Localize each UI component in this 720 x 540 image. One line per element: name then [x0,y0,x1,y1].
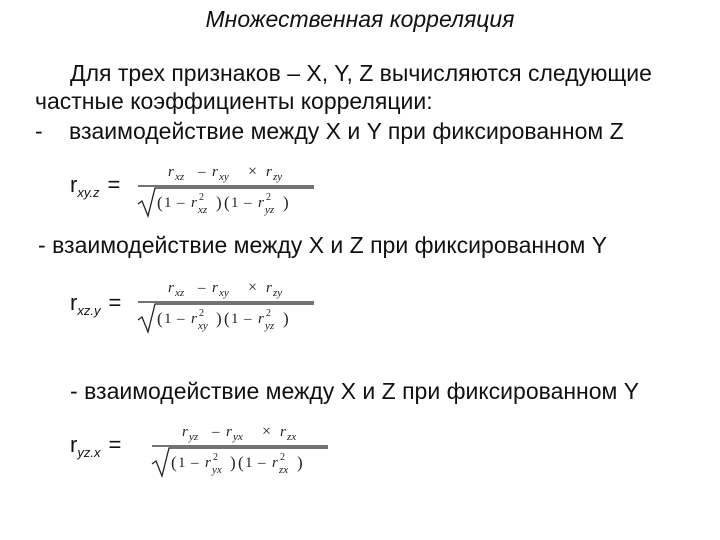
intro-line-1: Для трех признаков – X, Y, Z вычисляются следующие [70,60,652,86]
minus-sign-2: – [258,455,266,471]
open-paren-1: ( [157,193,163,212]
numerator-term-3-subscript: zy [273,287,283,299]
square-1: 2 [199,192,204,203]
numerator-term-2-r: r [212,280,218,296]
close-paren-1: ) [216,193,222,212]
square-1: 2 [199,308,204,319]
minus-sign: – [198,164,206,180]
open-paren-1: ( [157,309,163,328]
minus-sign-2: – [244,311,252,327]
bullet-text: взаимодействие между X и Z при фиксированном Y [84,378,640,404]
numerator-term-1-r: r [182,424,188,440]
equals-sign: = [108,432,122,457]
lhs-subscript: yz.x [77,445,101,460]
formula-fraction-1 [136,160,321,222]
bullet-dash: - [38,232,46,258]
denominator-r-1: r [205,455,211,471]
close-paren-2: ) [283,193,289,212]
bullet-text: взаимодействие между X и Z при фиксированном Y [52,232,608,258]
one-2: 1 [245,455,253,471]
bullet-item-1 [35,118,624,145]
minus-sign-2: – [244,195,252,211]
square-1: 2 [213,452,218,463]
numerator-term-1-subscript: xz [175,287,185,299]
times-sign: × [248,279,258,296]
numerator-term-2-r: r [226,424,232,440]
denominator-subscript-2: yz [265,320,275,332]
bullet-item-3 [70,378,639,405]
times-sign: × [248,163,258,180]
numerator-term-2-subscript: xy [219,171,229,183]
numerator-term-3-r: r [266,164,272,180]
lhs-subscript: xy.z [77,185,100,200]
numerator-term-3-r: r [280,424,286,440]
lhs-base: r [70,172,78,197]
times-sign: × [262,423,272,440]
numerator-term-3-subscript: zy [273,171,283,183]
denominator-subscript-1: xz [198,204,208,216]
bullet-dash: - [35,118,43,144]
denominator-r-2: r [258,195,264,211]
one-1: 1 [164,311,172,327]
numerator-term-1-subscript: xz [175,171,185,183]
close-paren-2: ) [283,309,289,328]
numerator-term-1-subscript: yz [189,431,199,443]
formula-fraction-2 [136,276,321,338]
bullet-dash: - [70,378,78,404]
square-2: 2 [266,308,271,319]
numerator-term-2-subscript: xy [219,287,229,299]
lhs-subscript: xz.y [77,303,101,318]
one-2: 1 [231,311,239,327]
denominator-r-1: r [191,311,197,327]
formula-lhs-2 [70,290,121,318]
numerator-term-1-r: r [168,164,174,180]
formula-lhs-1 [70,172,120,200]
formula-lhs-3 [70,432,121,460]
fraction-svg [136,160,321,222]
minus-sign-1: – [177,195,185,211]
one-1: 1 [164,195,172,211]
open-paren-1: ( [171,453,177,472]
denominator-subscript-2: zx [279,464,289,476]
denominator-r-2: r [272,455,278,471]
slide-title: Множественная корреляция [205,6,515,32]
square-2: 2 [280,452,285,463]
denominator-r-2: r [258,311,264,327]
numerator-term-1-r: r [168,280,174,296]
equals-sign: = [108,290,122,315]
open-paren-2: ( [224,193,230,212]
minus-sign: – [198,280,206,296]
one-2: 1 [231,195,239,211]
lhs-base: r [70,290,78,315]
open-paren-2: ( [224,309,230,328]
one-1: 1 [178,455,186,471]
intro-line-2: частные коэффициенты корреляции: [35,88,433,114]
bullet-item-2 [38,232,607,259]
minus-sign-1: – [177,311,185,327]
denominator-subscript-1: yx [212,464,222,476]
square-2: 2 [266,192,271,203]
close-paren-1: ) [216,309,222,328]
bullet-text: взаимодействие между X и Y при фиксированном Z [69,118,624,144]
numerator-term-2-subscript: yx [233,431,243,443]
formula-fraction-3 [150,420,335,482]
denominator-subscript-1: xy [198,320,208,332]
close-paren-2: ) [297,453,303,472]
denominator-r-1: r [191,195,197,211]
minus-sign: – [212,424,220,440]
numerator-term-3-r: r [266,280,272,296]
lhs-base: r [70,432,78,457]
close-paren-1: ) [230,453,236,472]
fraction-svg [136,276,321,338]
fraction-svg [150,420,335,482]
open-paren-2: ( [238,453,244,472]
numerator-term-2-r: r [212,164,218,180]
numerator-term-3-subscript: zx [287,431,297,443]
denominator-subscript-2: yz [265,204,275,216]
equals-sign: = [107,172,121,197]
minus-sign-1: – [191,455,199,471]
